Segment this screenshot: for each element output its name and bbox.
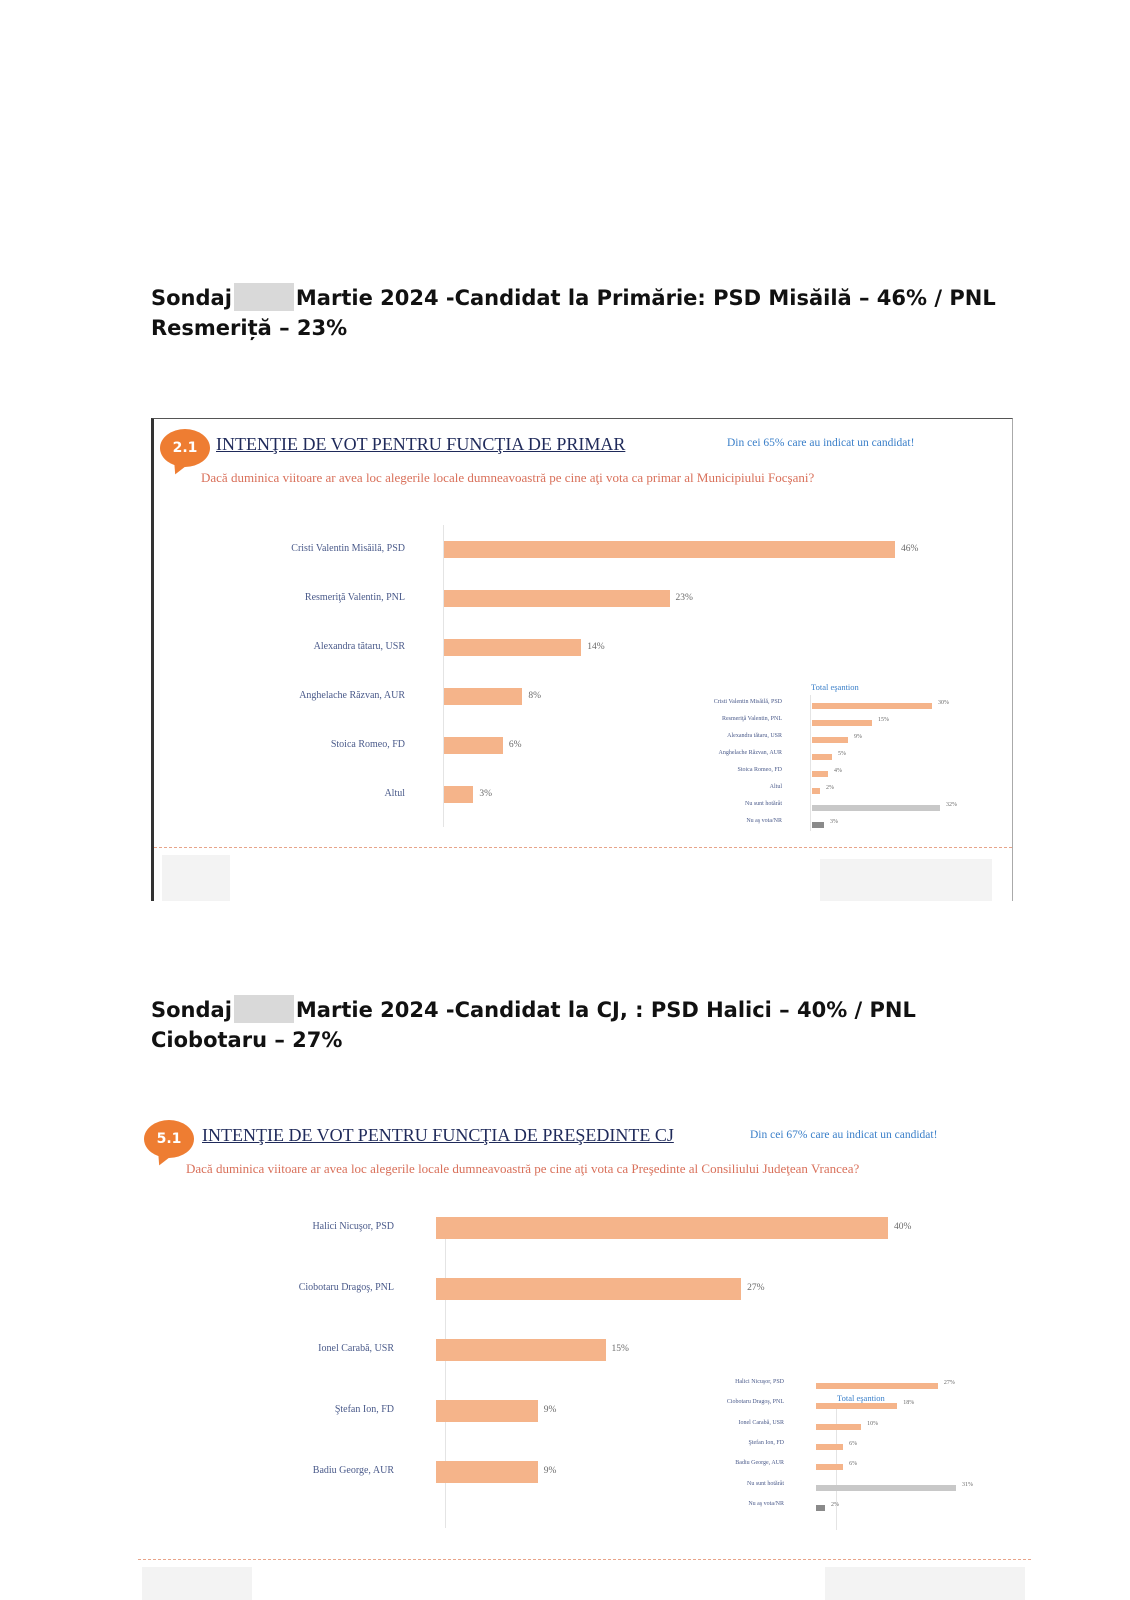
bar [812,788,820,794]
bar [812,822,824,828]
bar-value-label: 4% [834,768,842,774]
inset-title: Total eşantion [837,1393,885,1403]
bar [444,737,503,754]
bar-label: Alexandra tătaru, USR [727,733,782,739]
bar-label: Ştefan Ion, FD [334,1404,394,1415]
bar-label: Anghelache Răzvan, AUR [718,750,782,756]
bar-label: Resmeriţă Valentin, PNL [304,591,405,603]
bar [812,805,940,811]
slide-note: Din cei 65% care au indicat un candidat! [727,437,915,449]
slide-title: INTENŢIE DE VOT PENTRU FUNCŢIA DE PREŞEDINTE CJ [202,1125,674,1145]
bar [816,1403,897,1409]
bar [436,1400,538,1422]
bar-label: Halici Nicuşor, PSD [735,1379,784,1385]
bar [444,786,473,803]
footer-logo-right [825,1567,1025,1600]
bar-value-label: 40% [894,1222,912,1232]
bar-label: Ciobotaru Dragoş, PNL [298,1282,394,1293]
inset-axis [810,695,811,831]
heading-text: Martie 2024 -Candidat la Primărie: PSD Misăilă – 46% / PNL [295,286,996,310]
bar-value-label: 9% [543,1405,557,1415]
bar-label: Stoica Romeo, FD [330,738,405,750]
slide-divider [154,847,1012,848]
slide-number-badge: 5.1 [144,1120,194,1158]
bar-label: Anghelache Răzvan, AUR [299,689,405,701]
bar-label: Ştefan Ion, FD [748,1439,784,1446]
bar-value-label: 6% [849,1440,858,1447]
poll-heading-cj [151,995,1011,1055]
bar-label: Resmeriţă Valentin, PNL [721,716,782,722]
slide-title: INTENŢIE DE VOT PENTRU FUNCŢIA DE PRIMAR [216,434,626,454]
bar [444,688,522,705]
bar-value-label: 9% [854,734,862,740]
bar-label: Ionel Carabă, USR [318,1343,394,1354]
bar [444,541,895,558]
bar [816,1444,843,1450]
bar-value-label: 15% [611,1344,629,1354]
bar [436,1217,888,1239]
bar-value-label: 15% [878,717,889,723]
bar [816,1464,843,1470]
bar-label: Badiu George, AUR [312,1465,394,1476]
bar [444,639,581,656]
heading-line-2: Ciobotaru – 27% [151,1028,343,1052]
heading-text: Martie 2024 -Candidat la CJ, : PSD Halici – 40% / PNL [295,998,916,1022]
slide-mayor [151,418,1013,901]
slide-question: Dacă duminica viitoare ar avea loc alegerile locale dumneavoastră pe cine aţi vota ca primar al Municipiului Focşani? [201,470,815,485]
bar [444,590,670,607]
bar [812,703,932,709]
bar [816,1424,861,1430]
bar-value-label: 46% [901,543,919,554]
bar-value-label: 18% [903,1400,915,1407]
slide-note: Din cei 67% care au indicat un candidat! [750,1129,938,1141]
chart-axis [443,525,444,827]
bar [436,1461,538,1483]
heading-line-1 [151,283,1011,313]
bar [816,1505,825,1511]
slide-number-badge: 2.1 [160,429,210,467]
bar-value-label: 3% [479,788,493,799]
bar [812,720,872,726]
bar-value-label: 3% [830,819,838,825]
bar-value-label: 32% [946,802,957,808]
bar [812,737,848,743]
footer-logo-right [820,859,992,901]
heading-prefix: Sondaj [151,286,232,310]
bar-label: Nu aş vota/NR [748,1500,784,1507]
bar [812,771,828,777]
bar-label: Alexandra tătaru, USR [313,640,405,652]
bar-label: Cristi Valentin Misăilă, PSD [291,542,405,554]
bar-value-label: 23% [675,592,693,603]
bar-label: Ionel Carabă, USR [738,1419,784,1426]
footer-logo-left [162,855,230,901]
bar-value-label: 27% [943,1380,955,1386]
bar [816,1383,938,1389]
poll-heading-mayor [151,283,1011,343]
bar [816,1485,956,1491]
bar-label: Stoica Romeo, FD [737,767,782,773]
slide-cj-president [138,1105,1031,1600]
bar-label: Nu sunt hotărât [745,801,782,807]
redacted-block [234,283,294,311]
bar-value-label: 2% [831,1501,840,1508]
bar-label: Altul [384,787,405,799]
bar-value-label: 31% [962,1481,973,1488]
heading-line-1 [151,995,1011,1025]
bar [436,1339,606,1361]
bar-label: Ciobotaru Dragoş, PNL [726,1399,784,1406]
bar-value-label: 6% [508,739,522,750]
bar-label: Nu aş vota/NR [746,818,782,824]
slide-divider [138,1559,1031,1560]
footer-logo-left [142,1567,252,1600]
redacted-block [234,995,294,1023]
bar-value-label: 14% [587,641,605,652]
bar-value-label: 30% [938,700,949,706]
bar-label: Badiu George, AUR [735,1460,784,1467]
bar-value-label: 8% [528,690,542,701]
bar-value-label: 27% [747,1283,765,1293]
inset-title: Total eşantion [811,682,859,692]
bar-label: Altul [769,784,782,790]
bar-value-label: 6% [849,1461,858,1468]
bar-label: Nu sunt hotărât [747,1480,784,1487]
bar [436,1278,741,1300]
heading-line-2: Resmeriță – 23% [151,316,348,340]
bar [812,754,832,760]
slide-question: Dacă duminica viitoare ar avea loc alegerile locale dumneavoastră pe cine aţi vota ca Preşedinte al Consiliului Judeţean Vrancea? [186,1161,860,1176]
bar-label: Halici Nicuşor, PSD [312,1221,394,1232]
bar-label: Cristi Valentin Misăilă, PSD [713,699,782,705]
bar-value-label: 5% [838,751,846,757]
bar-value-label: 2% [826,785,834,791]
bar-value-label: 9% [543,1466,557,1476]
heading-prefix: Sondaj [151,998,232,1022]
bar-value-label: 10% [867,1420,879,1427]
